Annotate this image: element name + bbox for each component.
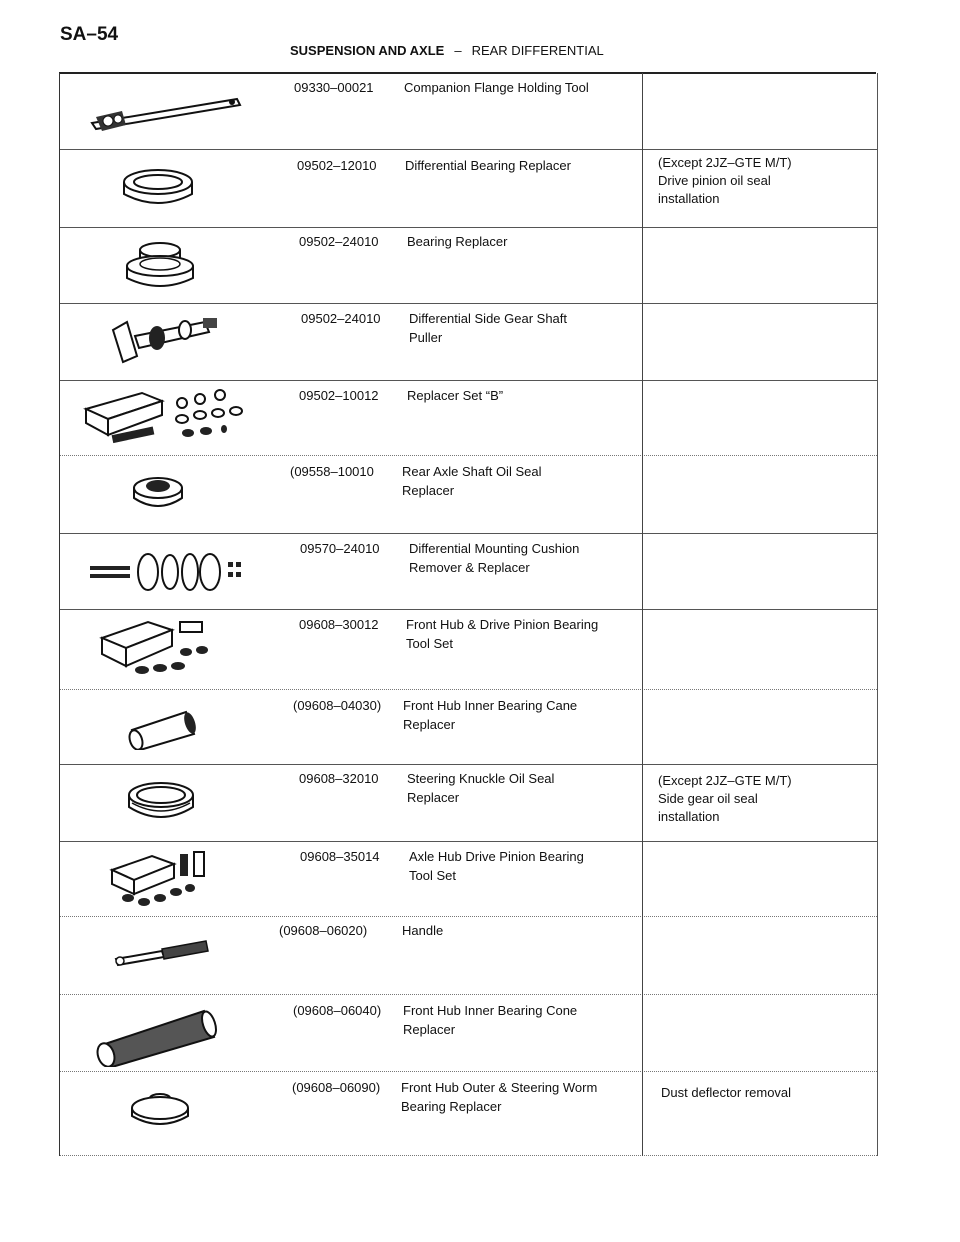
table-row [60, 690, 877, 765]
tool-name: Front Hub & Drive Pinion Bearing [406, 617, 599, 632]
part-number: 09608–32010 [299, 771, 379, 786]
tool-name-line2: Replacer [407, 790, 460, 805]
row-divider [60, 1155, 877, 1156]
cone-replacer-icon [122, 704, 202, 750]
tool-name-line2: Tool Set [406, 636, 453, 651]
holding-tool-icon [82, 85, 252, 135]
part-number: 09502–10012 [299, 388, 379, 403]
tool-name: Differential Mounting Cushion [409, 541, 580, 556]
running-header [290, 43, 604, 58]
knurled-replacer-icon [94, 1003, 220, 1067]
bearing-replacer-icon [122, 236, 198, 296]
section-title: SUSPENSION AND AXLE [290, 43, 445, 58]
tool-name: Front Hub Inner Bearing Cane [403, 698, 578, 713]
replacer-set-icon [82, 385, 252, 451]
table-row [60, 1072, 877, 1156]
usage-note: Dust deflector removal [661, 1085, 792, 1100]
column-divider [642, 73, 643, 1156]
usage-note: (Except 2JZ–GTE M/T) Drive pinion oil seal installation [658, 155, 792, 206]
tool-name: Front Hub Inner Bearing Cone [403, 1003, 578, 1018]
table-row [60, 304, 877, 381]
part-number: (09608–04030) [293, 698, 382, 713]
table-row [60, 228, 877, 304]
tool-name-line2: Remover & Replacer [409, 560, 530, 575]
table-row [60, 995, 877, 1072]
table-row [60, 73, 877, 150]
usage-note: (Except 2JZ–GTE M/T) Side gear oil seal installation [658, 773, 792, 824]
tool-name: Axle Hub Drive Pinion Bearing [409, 849, 584, 864]
table-row [60, 765, 877, 842]
tool-name: Steering Knuckle Oil Seal [407, 771, 555, 786]
tool-name-line2: Replacer [402, 483, 455, 498]
oil-seal-replacer-icon [130, 470, 186, 516]
tool-name: Front Hub Outer & Steering Worm [401, 1080, 598, 1095]
tool-name: Companion Flange Holding Tool [404, 80, 589, 95]
part-number: (09608–06020) [279, 923, 368, 938]
tool-name: Bearing Replacer [407, 234, 508, 249]
tool-name-line2: Replacer [403, 717, 456, 732]
table-row [60, 610, 877, 690]
part-number: 09570–24010 [300, 541, 380, 556]
tool-name-line2: Replacer [403, 1022, 456, 1037]
part-number: 09608–35014 [300, 849, 380, 864]
cushion-tool-icon [86, 548, 246, 598]
tool-name: Handle [402, 923, 444, 938]
ring-replacer-icon [118, 160, 198, 215]
handle-icon [112, 937, 212, 967]
table-row [60, 917, 877, 995]
tool-name-line2: Bearing Replacer [401, 1099, 502, 1114]
tool-name: Replacer Set “B” [407, 388, 504, 403]
tool-name: Differential Side Gear Shaft [409, 311, 568, 326]
part-number: 09502–12010 [297, 158, 377, 173]
knuckle-seal-replacer-icon [124, 777, 198, 827]
table-row [60, 150, 877, 228]
axle-tool-set-icon [108, 848, 216, 912]
part-number: 09330–00021 [294, 80, 374, 95]
tool-name: Differential Bearing Replacer [405, 158, 571, 173]
subsection-title: REAR DIFFERENTIAL [471, 43, 604, 58]
part-number: (09608–06090) [292, 1080, 381, 1095]
special-tools-table [59, 73, 878, 1156]
table-row [60, 534, 877, 610]
shaft-puller-icon [105, 310, 230, 368]
table-row [60, 842, 877, 917]
tool-name-line2: Tool Set [409, 868, 456, 883]
part-number: 09608–30012 [299, 617, 379, 632]
page-number: SA–54 [60, 24, 119, 45]
header-separator: – [454, 43, 462, 58]
part-number: 09502–24010 [301, 311, 381, 326]
tool-set-icon [98, 616, 218, 682]
part-number: (09608–06040) [293, 1003, 382, 1018]
table-row [60, 381, 877, 456]
table-row [60, 456, 877, 534]
part-number: (09558–10010 [290, 464, 374, 479]
part-number: 09502–24010 [299, 234, 379, 249]
worm-bearing-replacer-icon [128, 1084, 192, 1134]
tool-name-line2: Puller [409, 330, 443, 345]
tool-name: Rear Axle Shaft Oil Seal [402, 464, 542, 479]
